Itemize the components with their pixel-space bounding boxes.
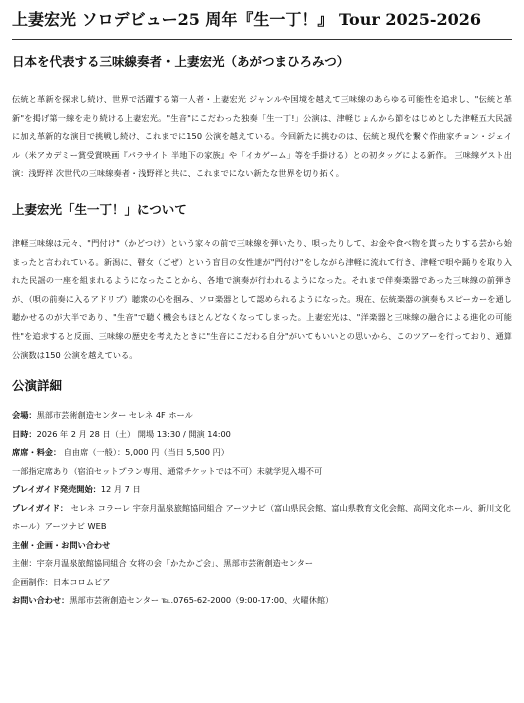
detail-row-production — [12, 573, 512, 592]
detail-value: 黒部市芸術創造センター ℡.0765-62-2000（9:00-17:00、火曜休館） — [69, 595, 334, 606]
detail-label: プレイガイド： — [12, 502, 69, 513]
detail-label: 日時： — [12, 428, 37, 439]
detail-row-contact — [12, 591, 512, 610]
detail-value: セレネ コラーレ 宇奈月温泉旅館協同組合 アーツナビ（富山県民会館、富山県教育文化会館、高岡文化ホール、新川文化ホール）アーツナビ WEB — [12, 502, 511, 532]
artist-description: 伝統と革新を探求し続け、世界で活躍する第一人者・上妻宏光 ジャンルや国境を越えて三味線のあらゆる可能性を追求し、"伝統と革新"を掲げ第一線を走り続ける上妻宏光。"生音"にこだわった独奏「生一丁!」公演は、津軽じょんから節をはじめとした津軽五大民謡に加え革新的な演目で挑戦し続け、これまでに150 公演を越えている。今回新たに挑むのは、伝統と現代を繋ぐ作曲家チョン・ジェイル（米アカデミー賞受賞映画『パラサイト 半地下の家族』や「イカゲーム」等を手掛ける）との初タッグによる新作。 三味線ゲスト出演：浅野祥 次世代の三味線奏者・浅野祥と共に、これまでにない新たな世界を切り拓く。 — [12, 94, 512, 179]
detail-value: 黒部市芸術創造センター セレネ 4F ホール — [36, 410, 193, 421]
section-heading-about: 上妻宏光「生一丁！」について — [12, 201, 187, 217]
detail-value: 12 月 7 日 — [100, 484, 141, 495]
detail-value: 主催：宇奈月温泉旅館協同組合 女将の会「かたかご会」、黒部市芸術創造センター — [12, 558, 314, 569]
detail-row-sale-start — [12, 480, 512, 499]
detail-value: 2026 年 2 月 28 日（土） 開場 13:30 / 開演 14:00 — [36, 428, 231, 439]
detail-row-organizer-heading — [12, 536, 512, 555]
detail-row-organizer — [12, 554, 512, 573]
detail-row-venue — [12, 406, 512, 425]
detail-label: プレイガイド発売開始： — [12, 484, 101, 495]
details-list — [12, 406, 512, 610]
about-description: 津軽三味線は元々、"門付け"（かどつけ）という家々の前で三味線を弾いたり、唄ったりして、お金や食べ物を貰ったりする芸から始まったと言われている。新潟に、瞽女（ごぜ）という盲目の女性達が"門付け"をしながら津軽に流れて行き、津軽で唄や踊りを取り入れた民謡の一座を組まれるようになったことから、各地で演奏が行われるようになった。それまで伴奏楽器であった三味線の前弾きが、（唄の前奏に入るアドリブ）聴衆の心を掴み、ソロ楽器として認められるようになった。現在、伝統楽器の演奏もスピーカーを通し聴かせるのが大半であり、"生音"で聴く機会もほとんどなくなってしまった。上妻宏光は、"洋楽器と三味線の融合による進化の可能性"を追求すると反面、三味線の歴史を考えたときに"生音にこだわる自分"がいてもいいとの思いから、このツアーを行っており、通算公演数は150 公演を越えている。 — [12, 237, 512, 360]
title-divider — [12, 39, 512, 40]
detail-row-playguide — [12, 499, 512, 536]
detail-label: お問い合わせ： — [12, 595, 70, 606]
detail-value: 一部指定席あり（宿泊セットプラン専用、通常チケットでは不可）未就学児入場不可 — [12, 465, 323, 476]
detail-value: 企画制作：日本コロムビア — [12, 576, 111, 587]
detail-value: 自由席（一般）：5,000 円（当日 5,500 円） — [61, 447, 229, 458]
detail-row-price — [12, 443, 512, 462]
detail-label: 主催・企画・お問い合わせ — [12, 539, 111, 550]
detail-row-price-note — [12, 462, 512, 481]
detail-label: 席席・料金： — [12, 447, 62, 458]
page-title: 上妻宏光 ソロデビュー25 周年『生一丁！』 Tour 2025-2026 — [12, 10, 482, 29]
detail-row-datetime — [12, 425, 512, 444]
section-heading-details: 公演詳細 — [12, 378, 63, 394]
section-heading-artist: 日本を代表する三味線奏者・上妻宏光（あがつまひろみつ） — [12, 54, 350, 69]
detail-label: 会場： — [12, 410, 37, 421]
